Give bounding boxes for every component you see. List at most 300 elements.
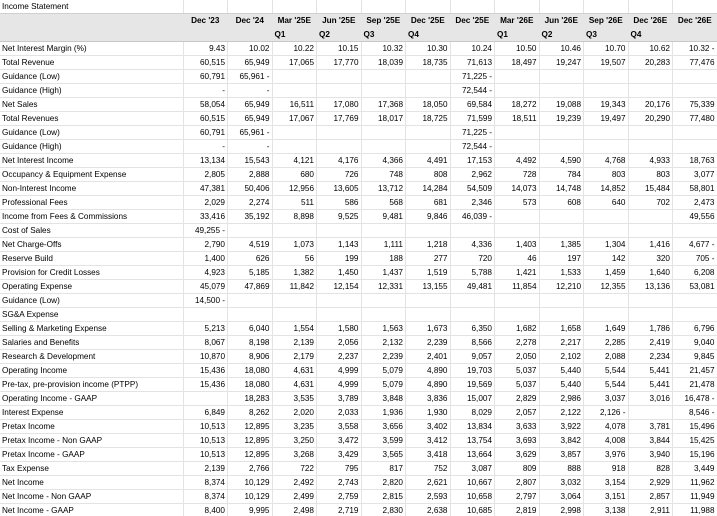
row-label[interactable]: Total Revenues — [0, 112, 183, 126]
value-cell[interactable]: 10.30 — [406, 42, 451, 56]
value-cell[interactable]: 46,039 - — [450, 210, 495, 224]
value-cell[interactable]: 19,247 — [539, 56, 584, 70]
value-cell[interactable] — [361, 308, 406, 322]
value-cell[interactable]: 10.46 — [539, 42, 584, 56]
value-cell[interactable] — [628, 294, 673, 308]
value-cell[interactable]: 188 — [361, 252, 406, 266]
value-cell[interactable]: 10.15 — [317, 42, 362, 56]
value-cell[interactable]: 2,857 — [628, 490, 673, 504]
quarter-header-cell[interactable]: Q4 — [406, 28, 451, 42]
value-cell[interactable] — [317, 70, 362, 84]
value-cell[interactable]: 60,515 — [183, 112, 228, 126]
value-cell[interactable]: 2,820 — [361, 476, 406, 490]
value-cell[interactable]: 9,481 — [361, 210, 406, 224]
value-cell[interactable]: 1,459 — [584, 266, 629, 280]
value-cell[interactable]: 1,936 — [361, 406, 406, 420]
value-cell[interactable]: 2,122 — [539, 406, 584, 420]
value-cell[interactable]: 2,346 — [450, 196, 495, 210]
value-cell[interactable] — [628, 126, 673, 140]
row-label[interactable]: Pretax Income - GAAP — [0, 448, 183, 462]
value-cell[interactable]: 8,546 - — [673, 406, 717, 420]
quarter-header-cell[interactable]: Q1 — [272, 28, 317, 42]
value-cell[interactable]: 5,079 — [361, 378, 406, 392]
value-cell[interactable]: 2,492 — [272, 476, 317, 490]
value-cell[interactable]: 12,331 — [361, 280, 406, 294]
value-cell[interactable]: 13,712 — [361, 182, 406, 196]
empty-cell[interactable] — [539, 0, 584, 14]
value-cell[interactable]: 18,735 — [406, 56, 451, 70]
value-cell[interactable]: 49,481 — [450, 280, 495, 294]
value-cell[interactable]: 2,719 — [317, 504, 362, 516]
period-header-cell[interactable]: Dec '26E — [673, 14, 717, 28]
value-cell[interactable]: 33,416 — [183, 210, 228, 224]
value-cell[interactable]: 15,436 — [183, 378, 228, 392]
value-cell[interactable]: 13,834 — [450, 420, 495, 434]
value-cell[interactable]: 1,111 — [361, 238, 406, 252]
value-cell[interactable]: 2,132 — [361, 336, 406, 350]
empty-cell[interactable] — [584, 0, 629, 14]
value-cell[interactable] — [673, 308, 717, 322]
value-cell[interactable]: 21,478 — [673, 378, 717, 392]
value-cell[interactable] — [539, 224, 584, 238]
row-label[interactable]: Research & Development — [0, 350, 183, 364]
value-cell[interactable]: 5,185 — [228, 266, 273, 280]
value-cell[interactable]: 2,285 — [584, 336, 629, 350]
value-cell[interactable] — [272, 84, 317, 98]
value-cell[interactable]: 3,857 — [539, 448, 584, 462]
value-cell[interactable]: 10.70 — [584, 42, 629, 56]
value-cell[interactable]: 3,599 — [361, 434, 406, 448]
period-header-cell[interactable]: Dec '25E — [406, 14, 451, 28]
quarter-header-cell[interactable] — [673, 28, 717, 42]
value-cell[interactable]: 1,437 — [361, 266, 406, 280]
value-cell[interactable]: 752 — [406, 462, 451, 476]
value-cell[interactable]: 3,138 — [584, 504, 629, 516]
value-cell[interactable]: 18,017 — [361, 112, 406, 126]
value-cell[interactable]: 2,805 — [183, 168, 228, 182]
value-cell[interactable]: 17,153 — [450, 154, 495, 168]
value-cell[interactable]: 3,037 — [584, 392, 629, 406]
value-cell[interactable]: 2,815 — [361, 490, 406, 504]
row-label[interactable]: Salaries and Benefits — [0, 336, 183, 350]
value-cell[interactable]: 10,685 — [450, 504, 495, 516]
quarter-header-cell[interactable] — [450, 28, 495, 42]
value-cell[interactable] — [361, 224, 406, 238]
value-cell[interactable]: 3,016 — [628, 392, 673, 406]
value-cell[interactable] — [450, 308, 495, 322]
value-cell[interactable]: 8,029 — [450, 406, 495, 420]
value-cell[interactable]: 21,457 — [673, 364, 717, 378]
value-cell[interactable]: 54,509 — [450, 182, 495, 196]
value-cell[interactable]: 3,064 — [539, 490, 584, 504]
value-cell[interactable]: 2,830 — [361, 504, 406, 516]
period-header-cell[interactable]: Dec '26E — [628, 14, 673, 28]
value-cell[interactable]: 71,225 - — [450, 70, 495, 84]
value-cell[interactable] — [628, 210, 673, 224]
value-cell[interactable]: 8,262 — [228, 406, 273, 420]
value-cell[interactable]: 3,449 — [673, 462, 717, 476]
value-cell[interactable]: 12,154 — [317, 280, 362, 294]
value-cell[interactable]: 71,225 - — [450, 126, 495, 140]
value-cell[interactable]: 8,898 — [272, 210, 317, 224]
value-cell[interactable]: 10.50 — [495, 42, 540, 56]
value-cell[interactable]: 5,079 — [361, 364, 406, 378]
value-cell[interactable]: 197 — [539, 252, 584, 266]
value-cell[interactable]: 19,569 — [450, 378, 495, 392]
value-cell[interactable] — [628, 308, 673, 322]
value-cell[interactable]: 19,497 — [584, 112, 629, 126]
value-cell[interactable] — [272, 294, 317, 308]
period-header-cell[interactable]: Dec '23 — [183, 14, 228, 28]
row-label[interactable]: SG&A Expense — [0, 308, 183, 322]
value-cell[interactable]: 18,272 — [495, 98, 540, 112]
value-cell[interactable]: 3,402 — [406, 420, 451, 434]
value-cell[interactable]: 65,949 — [228, 56, 273, 70]
value-cell[interactable]: 2,274 — [228, 196, 273, 210]
value-cell[interactable]: 10,870 — [183, 350, 228, 364]
value-cell[interactable]: 3,472 — [317, 434, 362, 448]
value-cell[interactable]: 2,888 — [228, 168, 273, 182]
value-cell[interactable]: 19,703 — [450, 364, 495, 378]
value-cell[interactable]: 2,057 — [495, 406, 540, 420]
value-cell[interactable]: 2,237 — [317, 350, 362, 364]
value-cell[interactable] — [317, 308, 362, 322]
row-label[interactable]: Occupancy & Equipment Expense — [0, 168, 183, 182]
value-cell[interactable]: 2,766 — [228, 462, 273, 476]
value-cell[interactable]: 828 — [628, 462, 673, 476]
value-cell[interactable] — [361, 84, 406, 98]
value-cell[interactable]: 2,473 — [673, 196, 717, 210]
value-cell[interactable]: 13,664 — [450, 448, 495, 462]
empty-cell[interactable] — [272, 0, 317, 14]
quarter-header-cell[interactable] — [228, 28, 273, 42]
row-label[interactable]: Operating Income — [0, 364, 183, 378]
value-cell[interactable]: 20,176 — [628, 98, 673, 112]
row-label[interactable]: Net Charge-Offs — [0, 238, 183, 252]
value-cell[interactable]: 2,986 — [539, 392, 584, 406]
value-cell[interactable]: 10,129 — [228, 490, 273, 504]
value-cell[interactable]: 11,949 — [673, 490, 717, 504]
value-cell[interactable]: 3,922 — [539, 420, 584, 434]
value-cell[interactable]: 2,033 — [317, 406, 362, 420]
value-cell[interactable]: 10,513 — [183, 420, 228, 434]
value-cell[interactable]: 9.43 — [183, 42, 228, 56]
value-cell[interactable]: 277 — [406, 252, 451, 266]
value-cell[interactable] — [539, 140, 584, 154]
value-cell[interactable]: 2,743 — [317, 476, 362, 490]
value-cell[interactable]: 2,638 — [406, 504, 451, 516]
value-cell[interactable]: 817 — [361, 462, 406, 476]
value-cell[interactable]: 3,693 — [495, 434, 540, 448]
value-cell[interactable]: 568 — [361, 196, 406, 210]
value-cell[interactable]: 888 — [539, 462, 584, 476]
value-cell[interactable] — [317, 224, 362, 238]
value-cell[interactable]: 19,507 — [584, 56, 629, 70]
value-cell[interactable]: 5,441 — [628, 364, 673, 378]
value-cell[interactable]: 1,519 — [406, 266, 451, 280]
value-cell[interactable]: 65,961 - — [228, 126, 273, 140]
value-cell[interactable] — [450, 294, 495, 308]
value-cell[interactable]: 16,511 — [272, 98, 317, 112]
value-cell[interactable]: 1,382 — [272, 266, 317, 280]
value-cell[interactable] — [406, 70, 451, 84]
value-cell[interactable] — [317, 294, 362, 308]
value-cell[interactable] — [628, 70, 673, 84]
value-cell[interactable] — [495, 224, 540, 238]
empty-cell[interactable] — [673, 0, 717, 14]
value-cell[interactable] — [495, 294, 540, 308]
value-cell[interactable]: 15,484 — [628, 182, 673, 196]
value-cell[interactable]: 18,497 — [495, 56, 540, 70]
row-label[interactable]: Net Income - Non GAAP — [0, 490, 183, 504]
value-cell[interactable] — [272, 140, 317, 154]
value-cell[interactable]: 18,050 — [406, 98, 451, 112]
value-cell[interactable]: 18,763 — [673, 154, 717, 168]
value-cell[interactable] — [495, 70, 540, 84]
value-cell[interactable]: - — [228, 84, 273, 98]
value-cell[interactable]: 35,192 — [228, 210, 273, 224]
value-cell[interactable]: 15,436 — [183, 364, 228, 378]
value-cell[interactable]: 1,218 — [406, 238, 451, 252]
value-cell[interactable]: 4,590 — [539, 154, 584, 168]
value-cell[interactable] — [450, 224, 495, 238]
value-cell[interactable] — [673, 84, 717, 98]
value-cell[interactable]: 1,682 — [495, 322, 540, 336]
value-cell[interactable]: 511 — [272, 196, 317, 210]
value-cell[interactable] — [584, 70, 629, 84]
empty-cell[interactable] — [406, 0, 451, 14]
empty-cell[interactable] — [317, 0, 362, 14]
empty-cell[interactable] — [495, 0, 540, 14]
value-cell[interactable]: 10,513 — [183, 434, 228, 448]
value-cell[interactable]: 1,304 — [584, 238, 629, 252]
value-cell[interactable] — [539, 210, 584, 224]
value-cell[interactable] — [228, 308, 273, 322]
value-cell[interactable]: 3,789 — [317, 392, 362, 406]
value-cell[interactable] — [495, 84, 540, 98]
value-cell[interactable]: 3,535 — [272, 392, 317, 406]
value-cell[interactable] — [406, 84, 451, 98]
value-cell[interactable]: 60,791 — [183, 70, 228, 84]
value-cell[interactable]: 20,283 — [628, 56, 673, 70]
value-cell[interactable]: 1,658 — [539, 322, 584, 336]
value-cell[interactable] — [317, 84, 362, 98]
value-cell[interactable]: 2,179 — [272, 350, 317, 364]
value-cell[interactable]: 77,476 — [673, 56, 717, 70]
value-cell[interactable]: 4,890 — [406, 378, 451, 392]
row-label[interactable]: Net Interest Income — [0, 154, 183, 168]
quarter-header-cell[interactable] — [183, 28, 228, 42]
value-cell[interactable]: 5,544 — [584, 364, 629, 378]
value-cell[interactable]: 10.32 - — [673, 42, 717, 56]
value-cell[interactable]: 9,525 — [317, 210, 362, 224]
period-header-cell[interactable]: Dec '24 — [228, 14, 273, 28]
value-cell[interactable] — [628, 224, 673, 238]
value-cell[interactable]: 320 — [628, 252, 673, 266]
value-cell[interactable]: 2,797 — [495, 490, 540, 504]
period-header-cell[interactable]: Jun '25E — [317, 14, 362, 28]
value-cell[interactable]: 17,368 — [361, 98, 406, 112]
period-header-cell[interactable]: Dec '25E — [450, 14, 495, 28]
value-cell[interactable]: 15,425 — [673, 434, 717, 448]
value-cell[interactable]: 13,605 — [317, 182, 362, 196]
value-cell[interactable]: 17,769 — [317, 112, 362, 126]
row-label[interactable]: Guidance (High) — [0, 84, 183, 98]
value-cell[interactable]: 9,995 — [228, 504, 273, 516]
value-cell[interactable]: 69,584 — [450, 98, 495, 112]
row-label[interactable]: Provision for Credit Losses — [0, 266, 183, 280]
value-cell[interactable]: 2,807 — [495, 476, 540, 490]
value-cell[interactable]: 3,565 — [361, 448, 406, 462]
value-cell[interactable]: 14,748 — [539, 182, 584, 196]
value-cell[interactable]: 3,151 — [584, 490, 629, 504]
value-cell[interactable]: 20,290 — [628, 112, 673, 126]
value-cell[interactable]: 808 — [406, 168, 451, 182]
value-cell[interactable]: 3,629 — [495, 448, 540, 462]
row-label[interactable]: Guidance (Low) — [0, 294, 183, 308]
row-label[interactable]: Tax Expense — [0, 462, 183, 476]
quarter-header-cell[interactable]: Q3 — [361, 28, 406, 42]
quarter-header-cell[interactable]: Q3 — [584, 28, 629, 42]
value-cell[interactable]: 10.02 — [228, 42, 273, 56]
value-cell[interactable]: 3,077 — [673, 168, 717, 182]
value-cell[interactable]: 1,640 — [628, 266, 673, 280]
value-cell[interactable]: 2,829 — [495, 392, 540, 406]
value-cell[interactable]: 10,667 — [450, 476, 495, 490]
value-cell[interactable]: 5,441 — [628, 378, 673, 392]
value-cell[interactable]: 19,239 — [539, 112, 584, 126]
value-cell[interactable]: 2,790 — [183, 238, 228, 252]
period-header-cell[interactable]: Sep '26E — [584, 14, 629, 28]
value-cell[interactable]: 9,057 — [450, 350, 495, 364]
row-label[interactable]: Professional Fees — [0, 196, 183, 210]
value-cell[interactable]: 1,786 — [628, 322, 673, 336]
value-cell[interactable]: 726 — [317, 168, 362, 182]
value-cell[interactable] — [584, 126, 629, 140]
value-cell[interactable]: 4,078 — [584, 420, 629, 434]
value-cell[interactable]: 3,154 — [584, 476, 629, 490]
value-cell[interactable] — [228, 224, 273, 238]
row-label[interactable]: Cost of Sales — [0, 224, 183, 238]
value-cell[interactable] — [406, 224, 451, 238]
value-cell[interactable] — [673, 126, 717, 140]
value-cell[interactable]: 10,129 — [228, 476, 273, 490]
value-cell[interactable]: 803 — [584, 168, 629, 182]
value-cell[interactable]: 3,429 — [317, 448, 362, 462]
value-cell[interactable]: 46 — [495, 252, 540, 266]
value-cell[interactable]: 4,366 — [361, 154, 406, 168]
value-cell[interactable]: 1,554 — [272, 322, 317, 336]
value-cell[interactable]: 3,633 — [495, 420, 540, 434]
value-cell[interactable]: 2,126 - — [584, 406, 629, 420]
value-cell[interactable]: 728 — [495, 168, 540, 182]
value-cell[interactable]: 2,998 — [539, 504, 584, 516]
value-cell[interactable] — [495, 210, 540, 224]
value-cell[interactable]: 71,613 — [450, 56, 495, 70]
value-cell[interactable]: 1,400 — [183, 252, 228, 266]
value-cell[interactable] — [361, 140, 406, 154]
value-cell[interactable]: 15,543 — [228, 154, 273, 168]
value-cell[interactable]: 3,412 — [406, 434, 451, 448]
value-cell[interactable]: 18,039 — [361, 56, 406, 70]
value-cell[interactable]: 10,513 — [183, 448, 228, 462]
value-cell[interactable]: 680 — [272, 168, 317, 182]
value-cell[interactable]: 65,961 - — [228, 70, 273, 84]
value-cell[interactable] — [406, 140, 451, 154]
value-cell[interactable]: 1,673 — [406, 322, 451, 336]
quarter-header-cell[interactable]: Q2 — [317, 28, 362, 42]
value-cell[interactable]: 18,283 — [228, 392, 273, 406]
value-cell[interactable]: 12,355 — [584, 280, 629, 294]
value-cell[interactable]: 12,895 — [228, 420, 273, 434]
row-label[interactable]: Guidance (Low) — [0, 70, 183, 84]
value-cell[interactable]: 573 — [495, 196, 540, 210]
value-cell[interactable] — [584, 84, 629, 98]
value-cell[interactable]: 702 — [628, 196, 673, 210]
value-cell[interactable]: 3,836 — [406, 392, 451, 406]
value-cell[interactable]: 2,020 — [272, 406, 317, 420]
value-cell[interactable]: 4,491 — [406, 154, 451, 168]
value-cell[interactable]: 13,136 — [628, 280, 673, 294]
value-cell[interactable]: 5,037 — [495, 378, 540, 392]
value-cell[interactable]: 72,544 - — [450, 84, 495, 98]
value-cell[interactable] — [539, 126, 584, 140]
value-cell[interactable]: 1,416 — [628, 238, 673, 252]
value-cell[interactable]: 3,087 — [450, 462, 495, 476]
value-cell[interactable]: 2,819 — [495, 504, 540, 516]
value-cell[interactable]: 4,890 — [406, 364, 451, 378]
row-label[interactable]: Pretax Income - Non GAAP — [0, 434, 183, 448]
value-cell[interactable]: 5,440 — [539, 378, 584, 392]
value-cell[interactable]: 2,759 — [317, 490, 362, 504]
value-cell[interactable]: 4,176 — [317, 154, 362, 168]
empty-cell[interactable] — [628, 0, 673, 14]
value-cell[interactable]: 918 — [584, 462, 629, 476]
value-cell[interactable] — [272, 224, 317, 238]
value-cell[interactable]: 2,088 — [584, 350, 629, 364]
value-cell[interactable]: 142 — [584, 252, 629, 266]
value-cell[interactable]: 6,040 — [228, 322, 273, 336]
value-cell[interactable]: 17,065 — [272, 56, 317, 70]
value-cell[interactable]: 1,563 — [361, 322, 406, 336]
value-cell[interactable]: 14,073 — [495, 182, 540, 196]
value-cell[interactable]: 47,381 — [183, 182, 228, 196]
value-cell[interactable] — [539, 70, 584, 84]
value-cell[interactable]: 75,339 — [673, 98, 717, 112]
value-cell[interactable]: 1,930 — [406, 406, 451, 420]
value-cell[interactable]: 8,400 — [183, 504, 228, 516]
value-cell[interactable]: 4,008 — [584, 434, 629, 448]
value-cell[interactable]: 722 — [272, 462, 317, 476]
value-cell[interactable]: 10.32 — [361, 42, 406, 56]
value-cell[interactable] — [628, 406, 673, 420]
value-cell[interactable]: 17,067 — [272, 112, 317, 126]
row-label[interactable]: Selling & Marketing Expense — [0, 322, 183, 336]
value-cell[interactable]: 4,768 — [584, 154, 629, 168]
value-cell[interactable]: 72,544 - — [450, 140, 495, 154]
value-cell[interactable]: 8,067 — [183, 336, 228, 350]
value-cell[interactable]: 2,239 — [361, 350, 406, 364]
value-cell[interactable] — [584, 294, 629, 308]
value-cell[interactable]: 14,852 — [584, 182, 629, 196]
value-cell[interactable]: - — [183, 84, 228, 98]
value-cell[interactable] — [495, 308, 540, 322]
value-cell[interactable] — [228, 294, 273, 308]
row-label[interactable]: Net Income — [0, 476, 183, 490]
value-cell[interactable]: 2,239 — [406, 336, 451, 350]
value-cell[interactable] — [361, 126, 406, 140]
value-cell[interactable]: 2,401 — [406, 350, 451, 364]
